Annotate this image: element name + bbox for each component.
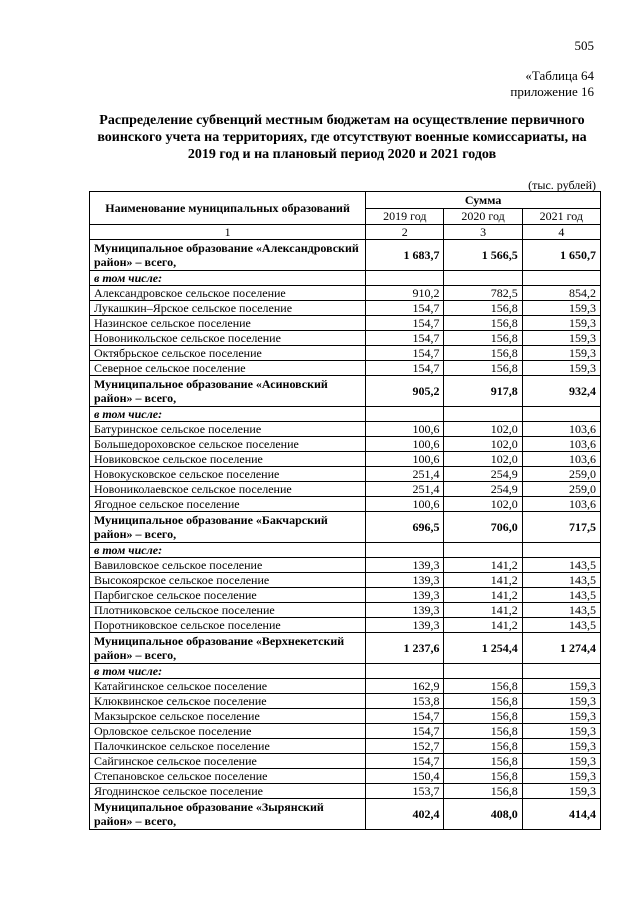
empty-cell [366, 407, 444, 422]
settlement-row [90, 709, 601, 724]
municipality-total-value: 1 237,6 [366, 633, 444, 664]
header-year-2020: 2020 год [444, 208, 522, 225]
empty-cell [444, 543, 522, 558]
settlement-value: 159,3 [522, 694, 600, 709]
settlement-row [90, 679, 601, 694]
settlement-name: Клюквинское сельское поселение [90, 694, 366, 709]
settlement-value: 150,4 [366, 769, 444, 784]
settlement-value: 103,6 [522, 437, 600, 452]
header-name: Наименование муниципальных образований [90, 192, 366, 225]
municipality-total-row [90, 799, 601, 830]
municipality-total-row [90, 512, 601, 543]
settlement-row [90, 331, 601, 346]
municipality-total-value: 408,0 [444, 799, 522, 830]
settlement-value: 102,0 [444, 452, 522, 467]
settlement-value: 254,9 [444, 467, 522, 482]
included-label-row [90, 664, 601, 679]
column-number: 1 [90, 225, 366, 240]
municipality-total-row [90, 376, 601, 407]
settlement-row [90, 694, 601, 709]
settlement-name: Орловское сельское поселение [90, 724, 366, 739]
header-year-2019: 2019 год [366, 208, 444, 225]
settlement-name: Новокусковское сельское поселение [90, 467, 366, 482]
settlement-value: 141,2 [444, 573, 522, 588]
settlement-value: 143,5 [522, 588, 600, 603]
municipality-total-value: 1 683,7 [366, 240, 444, 271]
settlement-value: 102,0 [444, 497, 522, 512]
settlement-name: Северное сельское поселение [90, 361, 366, 376]
settlement-value: 251,4 [366, 482, 444, 497]
settlement-value: 159,3 [522, 346, 600, 361]
empty-cell [444, 271, 522, 286]
settlement-value: 156,8 [444, 301, 522, 316]
settlement-value: 854,2 [522, 286, 600, 301]
settlement-value: 156,8 [444, 784, 522, 799]
settlement-row [90, 437, 601, 452]
settlement-value: 154,7 [366, 316, 444, 331]
settlement-value: 139,3 [366, 603, 444, 618]
settlement-value: 159,3 [522, 724, 600, 739]
settlement-value: 139,3 [366, 573, 444, 588]
settlement-value: 154,7 [366, 346, 444, 361]
settlement-value: 159,3 [522, 769, 600, 784]
settlement-value: 259,0 [522, 467, 600, 482]
settlement-name: Высокоярское сельское поселение [90, 573, 366, 588]
settlement-value: 159,3 [522, 331, 600, 346]
settlement-value: 782,5 [444, 286, 522, 301]
column-number: 3 [444, 225, 522, 240]
settlement-value: 156,8 [444, 694, 522, 709]
settlement-value: 141,2 [444, 603, 522, 618]
settlement-row [90, 739, 601, 754]
settlement-value: 259,0 [522, 482, 600, 497]
municipality-name: Муниципальное образование «Зырянский район» – всего, [90, 799, 366, 830]
settlement-value: 159,3 [522, 361, 600, 376]
settlement-value: 154,7 [366, 709, 444, 724]
settlement-value: 143,5 [522, 573, 600, 588]
empty-cell [366, 271, 444, 286]
municipality-total-value: 402,4 [366, 799, 444, 830]
municipality-total-row [90, 633, 601, 664]
included-label: в том числе: [90, 543, 366, 558]
appendix-caption [510, 68, 594, 100]
municipality-total-value: 414,4 [522, 799, 600, 830]
empty-cell [444, 407, 522, 422]
settlement-value: 910,2 [366, 286, 444, 301]
settlement-value: 162,9 [366, 679, 444, 694]
settlement-row [90, 754, 601, 769]
table-body [90, 240, 601, 830]
municipality-total-value: 917,8 [444, 376, 522, 407]
settlement-row [90, 361, 601, 376]
settlement-row [90, 603, 601, 618]
settlement-name: Александровское сельское поселение [90, 286, 366, 301]
settlement-value: 100,6 [366, 422, 444, 437]
included-label-row [90, 543, 601, 558]
settlement-value: 141,2 [444, 558, 522, 573]
settlement-value: 100,6 [366, 437, 444, 452]
settlement-value: 159,3 [522, 301, 600, 316]
settlement-name: Ягоднинское сельское поселение [90, 784, 366, 799]
included-label-row [90, 407, 601, 422]
settlement-row [90, 724, 601, 739]
settlement-value: 139,3 [366, 558, 444, 573]
settlement-row [90, 497, 601, 512]
included-label: в том числе: [90, 664, 366, 679]
municipality-total-value: 1 254,4 [444, 633, 522, 664]
municipality-total-value: 932,4 [522, 376, 600, 407]
appendix-table-label: «Таблица 64 [525, 68, 594, 83]
settlement-value: 143,5 [522, 603, 600, 618]
settlement-row [90, 286, 601, 301]
settlement-value: 102,0 [444, 437, 522, 452]
included-label: в том числе: [90, 271, 366, 286]
settlement-value: 159,3 [522, 784, 600, 799]
settlement-name: Новиковское сельское поселение [90, 452, 366, 467]
municipality-total-row [90, 240, 601, 271]
units-label: (тыс. рублей) [528, 178, 596, 192]
settlement-name: Большедороховское сельское поселение [90, 437, 366, 452]
settlement-value: 153,7 [366, 784, 444, 799]
settlement-row [90, 769, 601, 784]
settlement-value: 156,8 [444, 769, 522, 784]
settlement-value: 254,9 [444, 482, 522, 497]
settlement-value: 156,8 [444, 754, 522, 769]
settlement-value: 152,7 [366, 739, 444, 754]
settlement-value: 154,7 [366, 301, 444, 316]
settlement-name: Батуринское сельское поселение [90, 422, 366, 437]
settlement-row [90, 784, 601, 799]
empty-cell [522, 271, 600, 286]
municipality-name: Муниципальное образование «Александровский район» – всего, [90, 240, 366, 271]
document-title: Распределение субвенций местным бюджетам на осуществление первичного воинского учета на территориях, где отсутствуют военные комиссариаты, на 2019 год и на плановый период 2020 и 2021 годов [97, 113, 587, 162]
settlement-value: 141,2 [444, 588, 522, 603]
settlement-row [90, 346, 601, 361]
municipality-total-value: 717,5 [522, 512, 600, 543]
header-sum: Сумма [366, 192, 601, 209]
settlement-value: 100,6 [366, 452, 444, 467]
settlement-value: 159,3 [522, 709, 600, 724]
settlement-value: 251,4 [366, 467, 444, 482]
included-label-row [90, 271, 601, 286]
municipality-total-value: 1 566,5 [444, 240, 522, 271]
settlement-row [90, 422, 601, 437]
settlement-value: 154,7 [366, 361, 444, 376]
settlement-value: 143,5 [522, 618, 600, 633]
municipality-name: Муниципальное образование «Верхнекетский район» – всего, [90, 633, 366, 664]
included-label: в том числе: [90, 407, 366, 422]
settlement-value: 154,7 [366, 724, 444, 739]
settlement-value: 156,8 [444, 679, 522, 694]
settlement-name: Назинское сельское поселение [90, 316, 366, 331]
page-number: 505 [574, 38, 594, 53]
header-year-2021: 2021 год [522, 208, 600, 225]
municipality-total-value: 696,5 [366, 512, 444, 543]
budget-table [89, 191, 601, 830]
settlement-name: Лукашкин–Ярское сельское поселение [90, 301, 366, 316]
settlement-value: 156,8 [444, 331, 522, 346]
settlement-row [90, 618, 601, 633]
municipality-total-value: 1 274,4 [522, 633, 600, 664]
municipality-total-value: 1 650,7 [522, 240, 600, 271]
settlement-value: 159,3 [522, 754, 600, 769]
settlement-row [90, 467, 601, 482]
settlement-value: 139,3 [366, 588, 444, 603]
empty-cell [522, 543, 600, 558]
settlement-value: 103,6 [522, 452, 600, 467]
settlement-value: 159,3 [522, 679, 600, 694]
municipality-total-value: 706,0 [444, 512, 522, 543]
settlement-value: 156,8 [444, 724, 522, 739]
column-numbers-row [90, 225, 601, 240]
settlement-value: 102,0 [444, 422, 522, 437]
settlement-row [90, 316, 601, 331]
settlement-name: Катайгинское сельское поселение [90, 679, 366, 694]
settlement-name: Степановское сельское поселение [90, 769, 366, 784]
settlement-value: 154,7 [366, 754, 444, 769]
settlement-name: Вавиловское сельское поселение [90, 558, 366, 573]
settlement-row [90, 588, 601, 603]
settlement-value: 156,8 [444, 346, 522, 361]
settlement-name: Октябрьское сельское поселение [90, 346, 366, 361]
settlement-value: 154,7 [366, 331, 444, 346]
settlement-name: Парбигское сельское поселение [90, 588, 366, 603]
settlement-value: 159,3 [522, 316, 600, 331]
settlement-name: Плотниковское сельское поселение [90, 603, 366, 618]
settlement-row [90, 482, 601, 497]
column-number: 4 [522, 225, 600, 240]
settlement-name: Новоникольское сельское поселение [90, 331, 366, 346]
settlement-value: 143,5 [522, 558, 600, 573]
empty-cell [366, 664, 444, 679]
settlement-name: Палочкинское сельское поселение [90, 739, 366, 754]
settlement-value: 103,6 [522, 422, 600, 437]
settlement-value: 141,2 [444, 618, 522, 633]
settlement-value: 100,6 [366, 497, 444, 512]
settlement-row [90, 301, 601, 316]
settlement-value: 159,3 [522, 739, 600, 754]
empty-cell [522, 407, 600, 422]
settlement-name: Сайгинское сельское поселение [90, 754, 366, 769]
settlement-row [90, 452, 601, 467]
settlement-name: Поротниковское сельское поселение [90, 618, 366, 633]
settlement-value: 156,8 [444, 316, 522, 331]
settlement-name: Новониколаевское сельское поселение [90, 482, 366, 497]
municipality-name: Муниципальное образование «Бакчарский район» – всего, [90, 512, 366, 543]
appendix-label: приложение 16 [510, 84, 594, 99]
settlement-value: 103,6 [522, 497, 600, 512]
empty-cell [444, 664, 522, 679]
column-number: 2 [366, 225, 444, 240]
settlement-value: 153,8 [366, 694, 444, 709]
empty-cell [366, 543, 444, 558]
settlement-row [90, 573, 601, 588]
municipality-total-value: 905,2 [366, 376, 444, 407]
municipality-name: Муниципальное образование «Асиновский район» – всего, [90, 376, 366, 407]
settlement-value: 139,3 [366, 618, 444, 633]
empty-cell [522, 664, 600, 679]
settlement-name: Ягодное сельское поселение [90, 497, 366, 512]
settlement-value: 156,8 [444, 739, 522, 754]
settlement-value: 156,8 [444, 709, 522, 724]
settlement-value: 156,8 [444, 361, 522, 376]
settlement-name: Макзырское сельское поселение [90, 709, 366, 724]
settlement-row [90, 558, 601, 573]
